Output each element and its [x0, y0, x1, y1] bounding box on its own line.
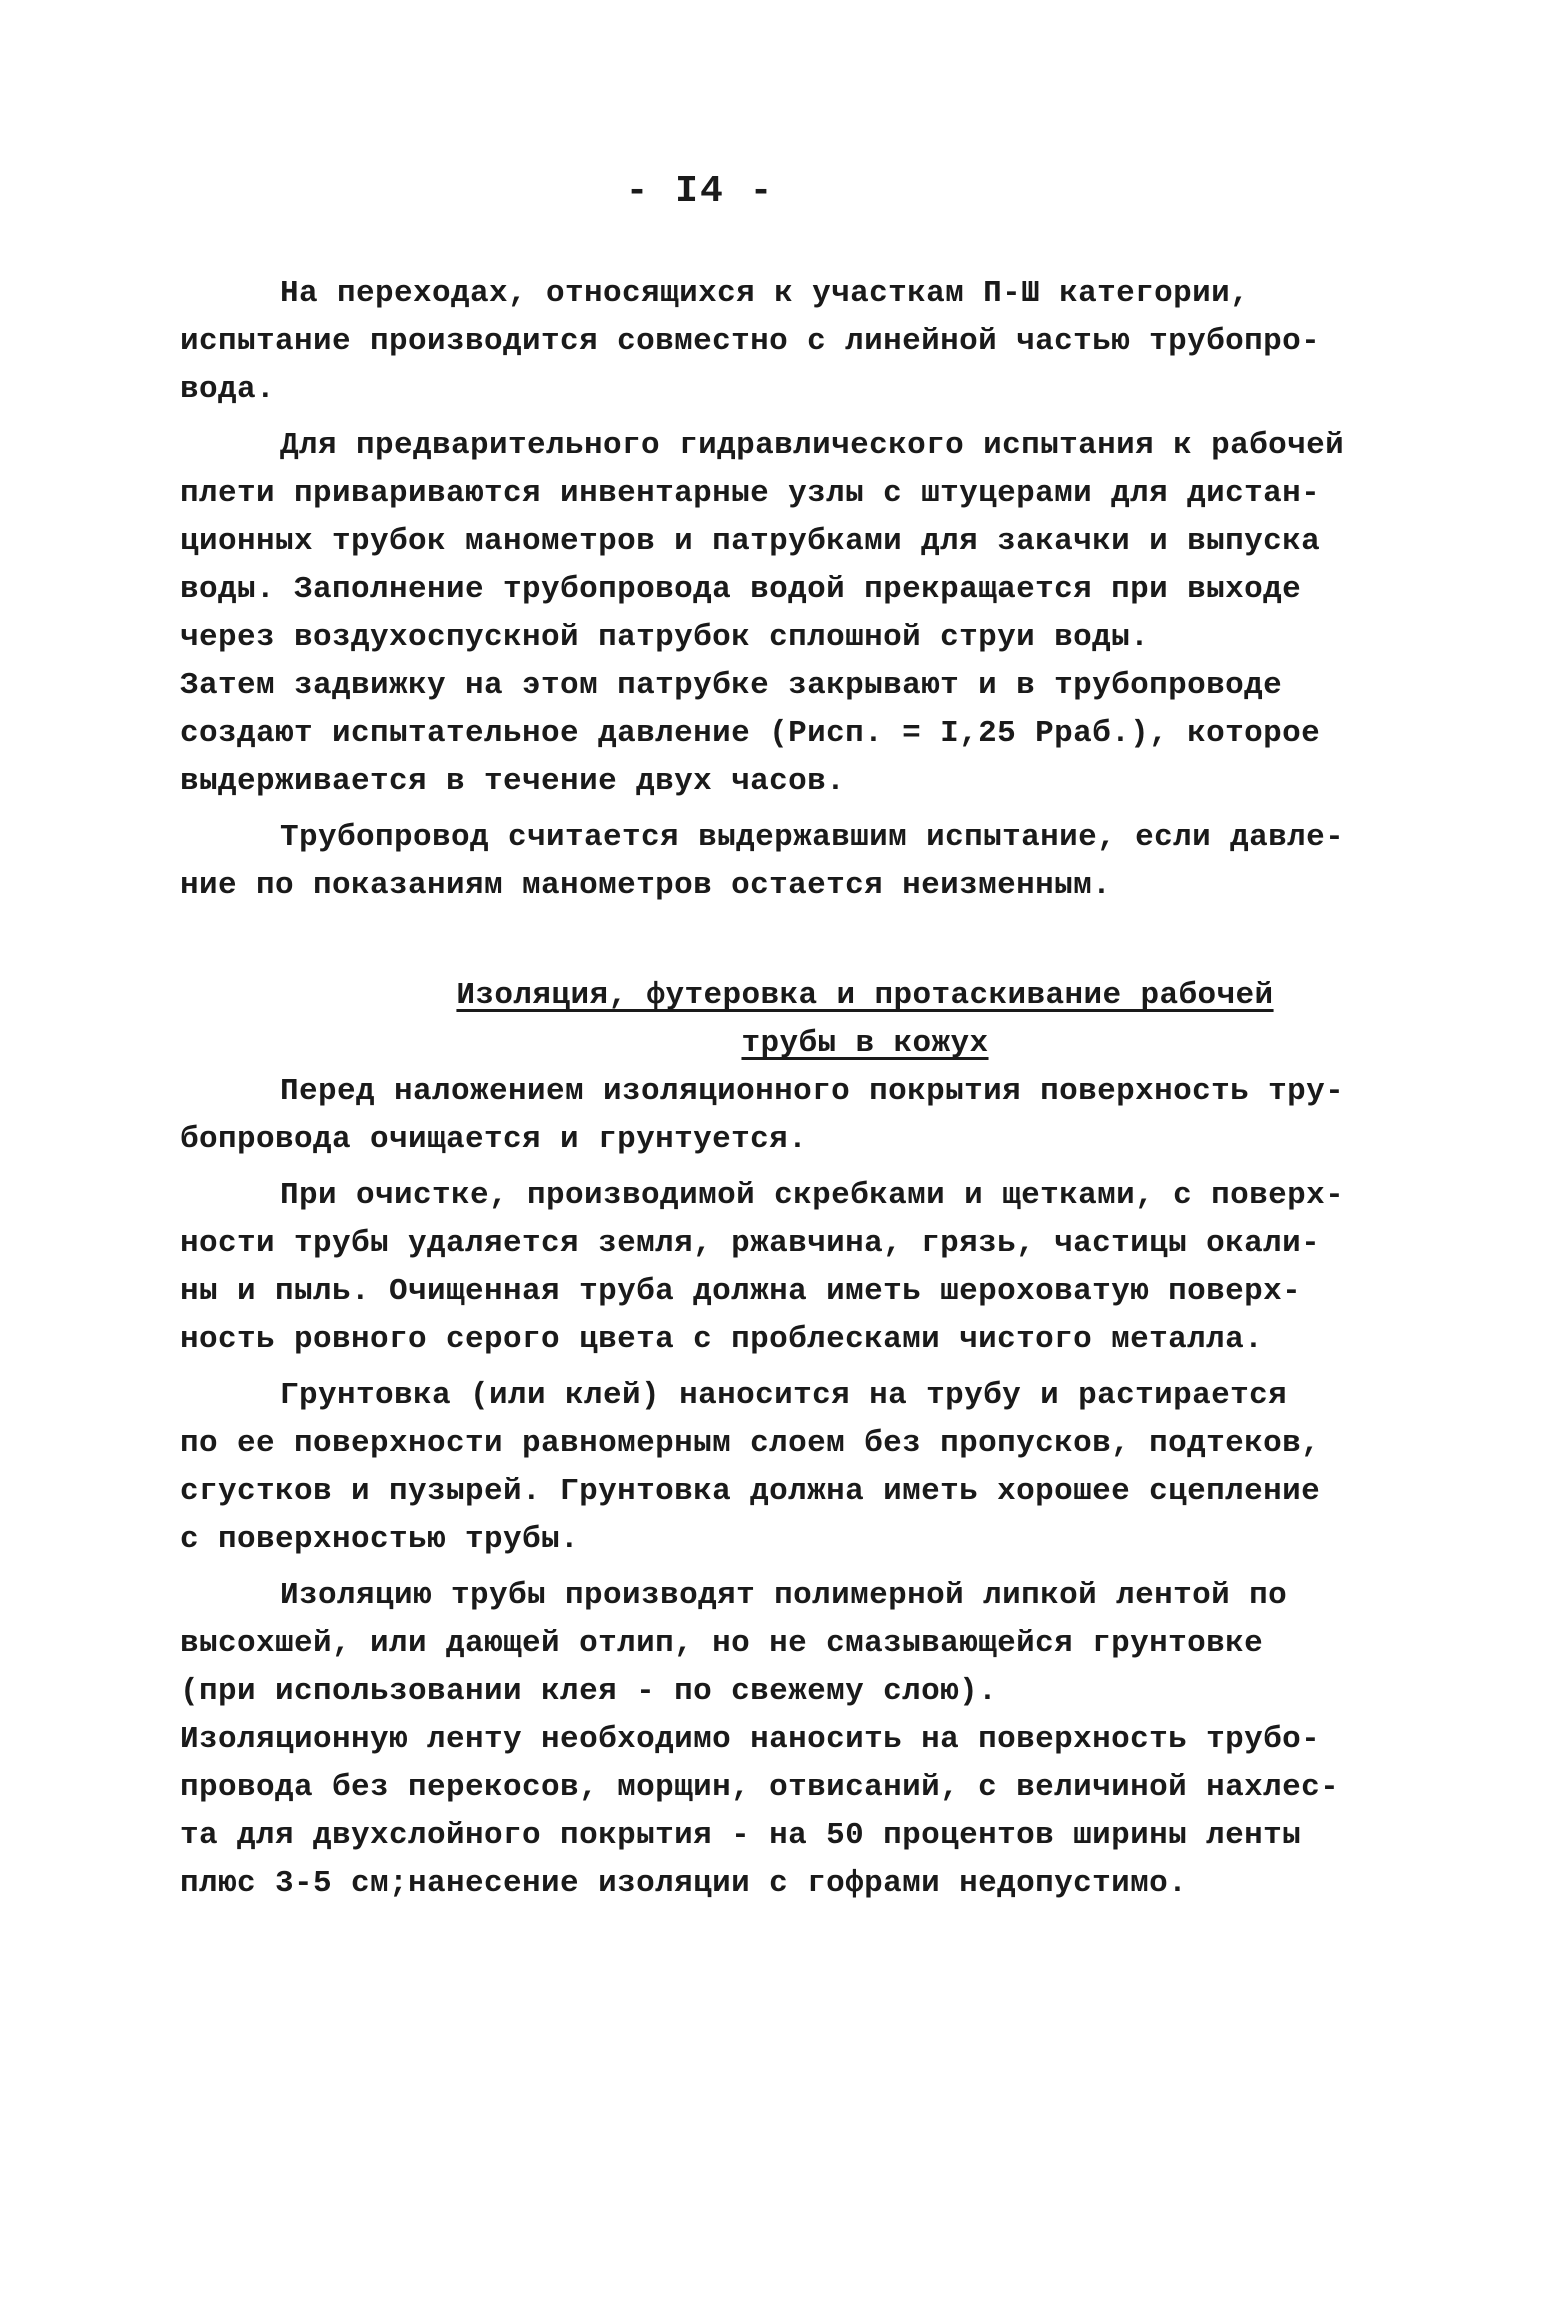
text-line: Изоляцию трубы производят полимерной липкой лентой по	[280, 1578, 1288, 1613]
text-line: ционных трубок манометров и патрубками для закачки и выпуска	[180, 524, 1321, 559]
text-line: провода без перекосов, морщин, отвисаний, с величиной нахлес-	[180, 1770, 1340, 1805]
text-line: Затем задвижку на этом патрубке закрывают и в трубопроводе	[180, 668, 1283, 703]
text-line: с поверхностью трубы.	[180, 1522, 580, 1557]
text-line: (при использовании клея - по свежему слою).	[180, 1674, 998, 1709]
text-line: Изоляционную ленту необходимо наносить на поверхность трубо-	[180, 1722, 1321, 1757]
text-line: плюс 3-5 см;нанесение изоляции с гофрами недопустимо.	[180, 1866, 1188, 1901]
text-line: создают испытательное давление (Рисп. = I,25 Рраб.), которое	[180, 716, 1321, 751]
text-line: При очистке, производимой скребками и щетками, с поверх-	[280, 1178, 1345, 1213]
text-line: та для двухслойного покрытия - на 50 процентов ширины ленты	[180, 1818, 1302, 1853]
text-line: ности трубы удаляется земля, ржавчина, грязь, частицы окали-	[180, 1226, 1321, 1261]
text-line: бопровода очищается и грунтуется.	[180, 1122, 808, 1157]
body-text	[180, 270, 1400, 1908]
text-line: На переходах, относящихся к участкам П-Ш категории,	[280, 276, 1250, 311]
section-heading: Изоляция, футеровка и протаскивание рабочей	[456, 978, 1274, 1013]
text-line: через воздухоспускной патрубок сплошной струи воды.	[180, 620, 1150, 655]
text-line: выдерживается в течение двух часов.	[180, 764, 846, 799]
text-line: вода.	[180, 372, 276, 407]
text-line: плети привариваются инвентарные узлы с штуцерами для дистан-	[180, 476, 1321, 511]
text-line: Грунтовка (или клей) наносится на трубу и растирается	[280, 1378, 1288, 1413]
text-line: высохшей, или дающей отлип, но не смазывающейся грунтовке	[180, 1626, 1264, 1661]
text-line: испытание производится совместно с линейной частью трубопро-	[180, 324, 1321, 359]
text-line: ны и пыль. Очищенная труба должна иметь шероховатую поверх-	[180, 1274, 1302, 1309]
text-line: ность ровного серого цвета с проблесками чистого металла.	[180, 1322, 1264, 1357]
page-number: - I4 -	[625, 170, 775, 213]
text-line: Трубопровод считается выдержавшим испытание, если давле-	[280, 820, 1345, 855]
text-line: ние по показаниям манометров остается неизменным.	[180, 868, 1112, 903]
section-heading: трубы в кожух	[741, 1026, 989, 1061]
text-line: Перед наложением изоляционного покрытия поверхность тру-	[280, 1074, 1345, 1109]
text-line: воды. Заполнение трубопровода водой прекращается при выходе	[180, 572, 1302, 607]
text-line: по ее поверхности равномерным слоем без пропусков, подтеков,	[180, 1426, 1321, 1461]
text-line: сгустков и пузырей. Грунтовка должна иметь хорошее сцепление	[180, 1474, 1321, 1509]
text-line: Для предварительного гидравлического испытания к рабочей	[280, 428, 1345, 463]
